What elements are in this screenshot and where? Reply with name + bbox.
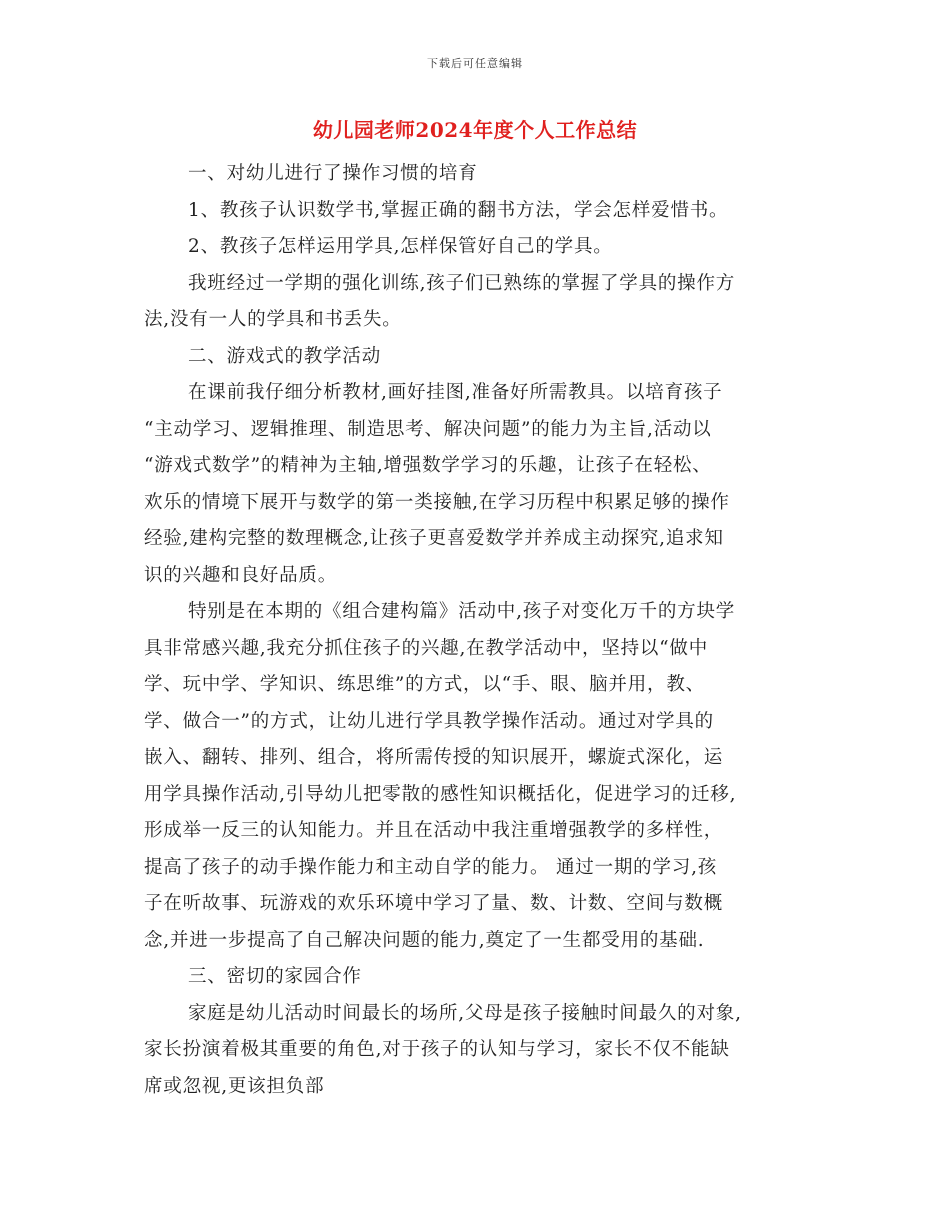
paragraph-line: 特别是在本期的《组合建构篇》活动中,孩子对变化万千的方块学: [188, 601, 736, 622]
paragraph-line: 学、玩中学、学知识、练思维”的方式，以“手、眼、脑并用，教、: [144, 674, 705, 695]
paragraph-line: 形成举一反三的认知能力。并且在活动中我注重增强教学的多样性，: [144, 820, 724, 841]
paragraph-line: “游戏式数学”的精神为主轴,增强数学学习的乐趣，让孩子在轻松、: [144, 455, 712, 476]
section-heading: 三、密切的家园合作: [188, 966, 362, 987]
document-title: 幼儿园老师2024年度个人工作总结: [312, 118, 638, 142]
paragraph-line: 我班经过一学期的强化训练,孩子们已熟练的掌握了学具的操作方: [188, 272, 736, 294]
paragraph-line: 具非常感兴趣,我充分抓住孩子的兴趣,在教学活动中，坚持以“做中: [144, 637, 709, 659]
paragraph-line: 念,并进一步提高了自己解决问题的能力,奠定了一生都受用的基础.: [144, 929, 705, 951]
paragraph-line: 在课前我仔细分析教材,画好挂图,准备好所需教具。以培育孩子: [188, 382, 723, 403]
document-body: [144, 156, 806, 1105]
section-heading: 一、对幼儿进行了操作习惯的培育: [188, 163, 478, 184]
header-note: 下载后可任意编辑: [427, 57, 523, 70]
paragraph-line: 1、教孩子认识数学书,掌握正确的翻书方法，学会怎样爱惜书。: [188, 199, 729, 221]
paragraph-line: 提高了孩子的动手操作能力和主动自学的能力。 通过一期的学习,孩: [144, 856, 718, 878]
paragraph-line: 家长扮演着极其重要的角色,对于孩子的认知与学习，家长不仅不能缺: [144, 1039, 730, 1060]
paragraph-line: “主动学习、逻辑推理、制造思考、解决问题”的能力为主旨,活动以: [144, 418, 712, 440]
paragraph-line: 学、做合一”的方式，让幼儿进行学具教学操作活动。通过对学具的: [144, 710, 714, 732]
paragraph-line: 法,没有一人的学具和书丢失。: [144, 309, 402, 330]
paragraph-line: 用学具操作活动,引导幼儿把零散的感性知识概括化，促进学习的迁移,: [144, 783, 737, 805]
paragraph-line: 经验,建构完整的数理概念,让孩子更喜爱数学并养成主动探究,追求知: [144, 528, 724, 549]
section-heading: 二、游戏式的教学活动: [188, 345, 382, 367]
paragraph-line: 席或忽视,更该担负部: [144, 1075, 325, 1097]
paragraph-line: 2、教孩子怎样运用学具,怎样保管好自己的学具。: [188, 236, 613, 257]
paragraph-line: 欢乐的情境下展开与数学的第一类接触,在学习历程中积累足够的操作: [144, 491, 730, 513]
paragraph-line: 家庭是幼儿活动时间最长的场所,父母是孩子接触时间最久的对象,: [188, 1002, 742, 1024]
paragraph-line: 嵌入、翻转、排列、组合，将所需传授的知识展开，螺旋式深化，运: [144, 747, 724, 768]
paragraph-line: 识的兴趣和良好品质。: [144, 564, 338, 586]
paragraph-line: 子在听故事、玩游戏的欢乐环境中学习了量、数、计数、空间与数概: [144, 893, 724, 914]
